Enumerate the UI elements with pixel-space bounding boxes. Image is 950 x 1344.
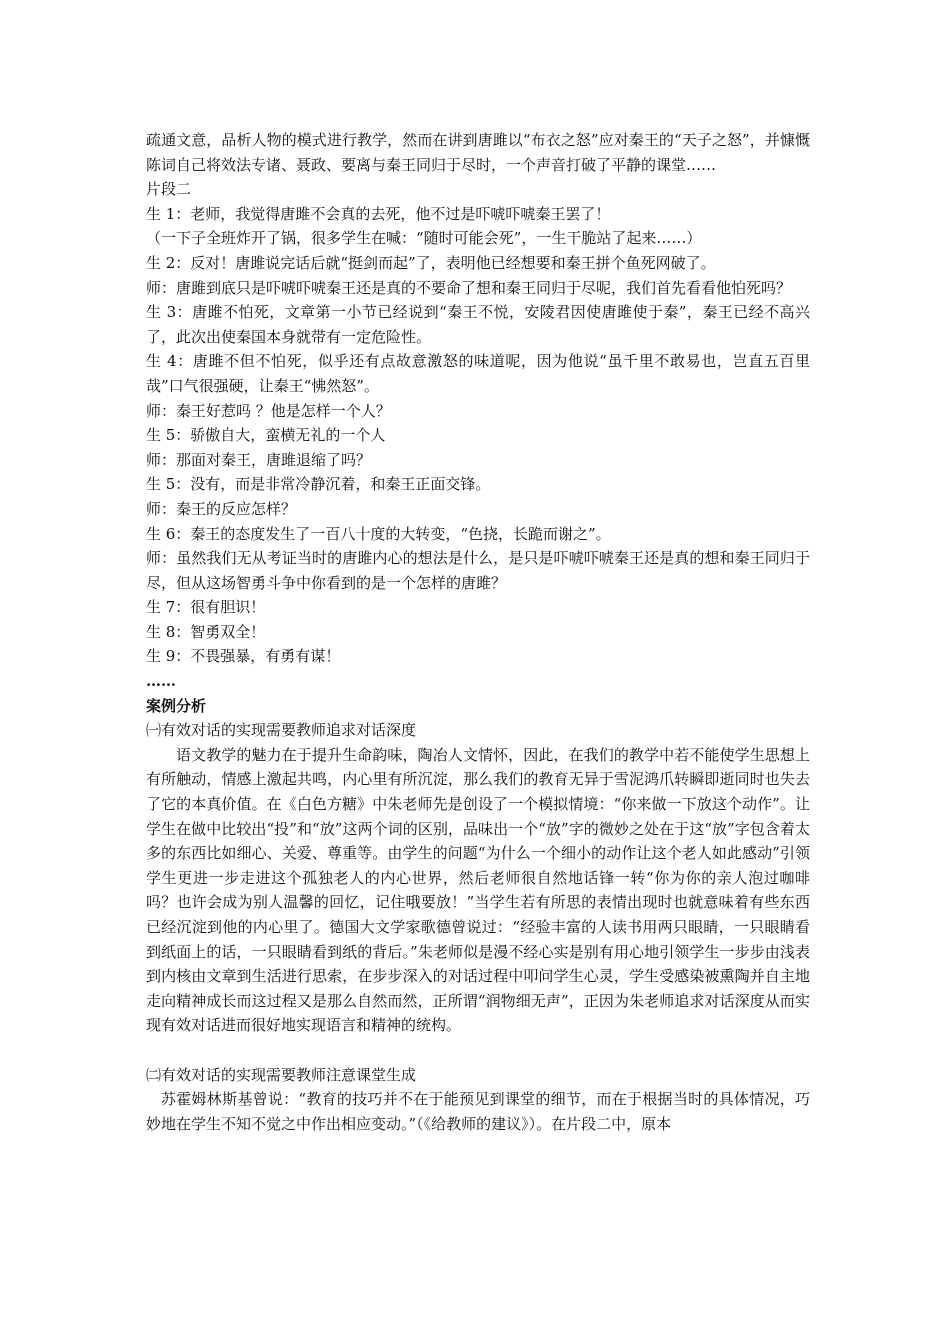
blank-line xyxy=(146,1038,810,1063)
dialogue-line: （一下子全班炸开了锅，很多学生在喊：“随时可能会死”，一生干脆站了起来……） xyxy=(146,229,702,248)
intro-paragraph: 疏通文意，品析人物的模式进行教学，然而在讲到唐雎以“布衣之怒”应对秦王的“天子之怒”，并慷慨陈词自己将效法专诸、聂政、要离与秦王同归于尽时，一个声音打破了平静的课堂…… xyxy=(146,131,810,174)
fragment-heading: 片段二 xyxy=(146,180,192,199)
section-title: ㈠有效对话的实现需要教师追求对话深度 xyxy=(146,721,417,740)
analysis-heading: 案例分析 xyxy=(146,696,207,715)
dialogue-line: 师：那面对秦王，唐雎退缩了吗？ xyxy=(146,450,372,469)
ellipsis: …… xyxy=(146,672,176,691)
dialogue-line: 师：虽然我们无从考证当时的唐雎内心的想法是什么，是只是吓唬吓唬秦王还是真的想和秦王同归于尽，但从这场智勇斗争中你看到的是一个怎样的唐雎？ xyxy=(146,549,810,592)
dialogue-line: 师：唐雎到底只是吓唬吓唬秦王还是真的不要命了想和秦王同归于尽呢，我们首先看看他怕死吗？ xyxy=(146,278,792,297)
section-title: ㈡有效对话的实现需要教师注意课堂生成 xyxy=(146,1065,417,1084)
section-body: 语文教学的魅力在于提升生命韵味，陶冶人文情怀，因此，在我们的教学中若不能使学生思想上有所触动，情感上激起共鸣，内心里有所沉淀，那么我们的教育无异于雪泥鸿爪转瞬即逝同时也失去了它的本真价值。在《白色方糖》中朱老师先是创设了一个模拟情境：“你来做一下放这个动作”。让学生在做中比较出“投”和“放”这两个词的区别，品味出一个“放”字的微妙之处在于这“放”字包含着太多的东西比如细心、关爱、尊重等。由学生的问题“为什么一个细小的动作让这个老人如此感动”引领学生更进一步走进这个孤独老人的内心世界，然后老师很自然地话锋一转“你为你的亲人泡过咖啡吗？也许会成为别人温馨的回忆，记住哦要放！”当学生若有所思的表情出现时也就意味着有些东西已经沉淀到他的内心里了。德国大文学家歌德曾说过：“经验丰富的人读书用两只眼睛，一只眼睛看到纸面上的话，一只眼睛看到纸的背后。”朱老师似是漫不经心实是别有用心地引领学生一步步由浅表到内核由文章到生活进行思索，在步步深入的对话过程中叩问学生心灵，学生受感染被熏陶并自主地走向精神成长而这过程又是那么自然而然，正所谓“润物细无声”，正因为朱老师追求对话深度从而实现有效对话进而很好地实现语言和精神的统构。 xyxy=(146,745,810,1035)
dialogue-line: 生 4：唐雎不但不怕死，似乎还有点故意激怒的味道呢，因为他说“虽千里不敢易也，岂直五百里哉”口气很强硬，让秦王“怫然怒”。 xyxy=(146,352,810,395)
document-body xyxy=(146,128,810,1136)
dialogue-line: 生 8：智勇双全！ xyxy=(146,622,266,641)
dialogue-line: 生 6：秦王的态度发生了一百八十度的大转变，“色挠，长跪而谢之”。 xyxy=(146,524,611,543)
dialogue-line: 生 9：不畏强暴，有勇有谋！ xyxy=(146,647,341,666)
dialogue-line: 师：秦王好惹吗 ？他是怎样一个人？ xyxy=(146,401,391,420)
dialogue-line: 生 7：很有胆识！ xyxy=(146,598,266,617)
section-body: 苏霍姆林斯基曾说：“教育的技巧并不在于能预见到课堂的细节，而在于根据当时的具体情况，巧妙地在学生不知不觉之中作出相应变动。”（《给教师的建议》）。在片段二中，原本 xyxy=(146,1090,810,1133)
dialogue-line: 生 2：反对！唐雎说完话后就“挺剑而起”了，表明他已经想要和秦王拼个鱼死网破了。 xyxy=(146,253,716,272)
dialogue-line: 师：秦王的反应怎样？ xyxy=(146,499,297,518)
dialogue-line: 生 1：老师，我觉得唐雎不会真的去死，他不过是吓唬吓唬秦王罢了！ xyxy=(146,204,611,223)
dialogue-line: 生 5：骄傲自大，蛮横无礼的一个人 xyxy=(146,426,386,445)
dialogue-line: 生 3：唐雎不怕死，文章第一小节已经说到“秦王不悦，安陵君因使唐雎使于秦”，秦王已经不高兴了，此次出使秦国本身就带有一定危险性。 xyxy=(146,303,810,346)
dialogue-line: 生 5：没有，而是非常冷静沉着，和秦王正面交锋。 xyxy=(146,475,491,494)
